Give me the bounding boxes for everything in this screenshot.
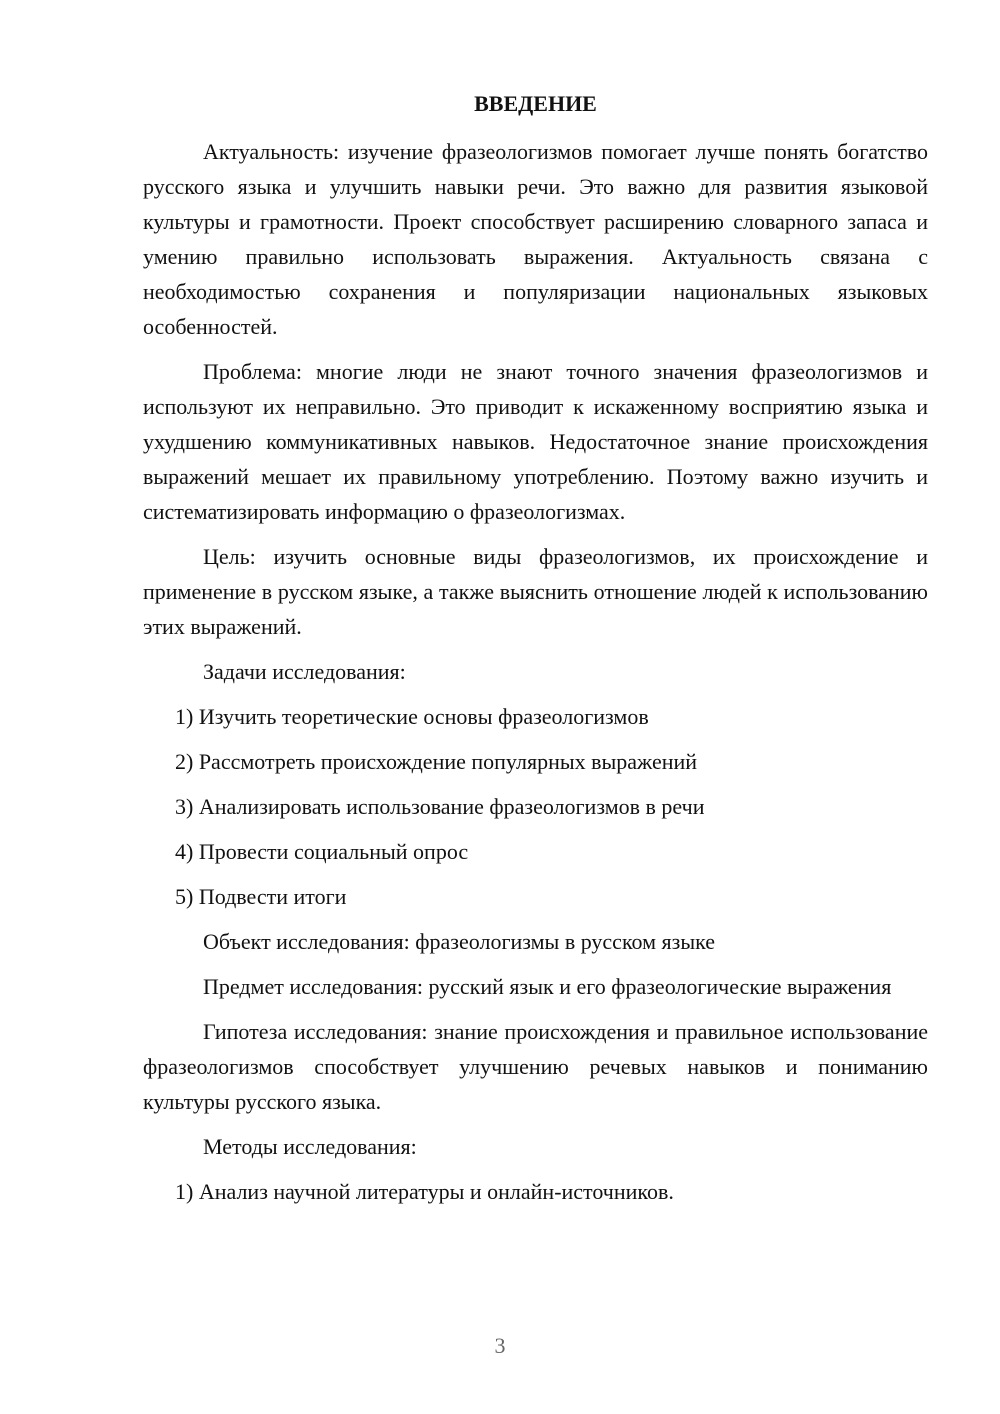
hypothesis-paragraph: Гипотеза исследования: знание происхождения и правильное использование фразеологизмов способствует улучшению речевых навыков и пониманию культуры русского языка. xyxy=(143,1019,928,1114)
page-title: ВВЕДЕНИЕ xyxy=(474,91,597,116)
document-page xyxy=(143,92,928,1219)
tasks-heading: Задачи исследования: xyxy=(203,659,406,684)
goal-paragraph: Цель: изучить основные виды фразеологизмов, их происхождение и применение в русском языке, а также выяснить отношение людей к использованию этих выражений. xyxy=(143,544,928,639)
method-item: 1) Анализ научной литературы и онлайн-источников. xyxy=(175,1179,674,1204)
task-item: 4) Провести социальный опрос xyxy=(175,839,469,864)
subject-paragraph: Предмет исследования: русский язык и его фразеологические выражения xyxy=(203,974,892,999)
methods-heading: Методы исследования: xyxy=(203,1134,417,1159)
task-item: 1) Изучить теоретические основы фразеологизмов xyxy=(175,704,649,729)
task-item: 5) Подвести итоги xyxy=(175,884,347,909)
relevance-paragraph: Актуальность: изучение фразеологизмов помогает лучше понять богатство русского языка и улучшить навыки речи. Это важно для развития языковой культуры и грамотности. Проект способствует расширению словарного запаса и умению правильно использовать выражения. Актуальность связана с необходимостью сохранения и популяризации национальных языковых особенностей. xyxy=(143,139,928,339)
object-paragraph: Объект исследования: фразеологизмы в русском языке xyxy=(203,929,716,954)
page-number: 3 xyxy=(494,1333,506,1358)
task-item: 3) Анализировать использование фразеологизмов в речи xyxy=(175,794,705,819)
task-item: 2) Рассмотреть происхождение популярных выражений xyxy=(175,749,698,774)
problem-paragraph: Проблема: многие люди не знают точного значения фразеологизмов и используют их неправильно. Это приводит к искаженному восприятию языка и ухудшению коммуникативных навыков. Недостаточное знание происхождения выражений мешает их правильному употреблению. Поэтому важно изучить и систематизировать информацию о фразеологизмах. xyxy=(143,359,928,524)
